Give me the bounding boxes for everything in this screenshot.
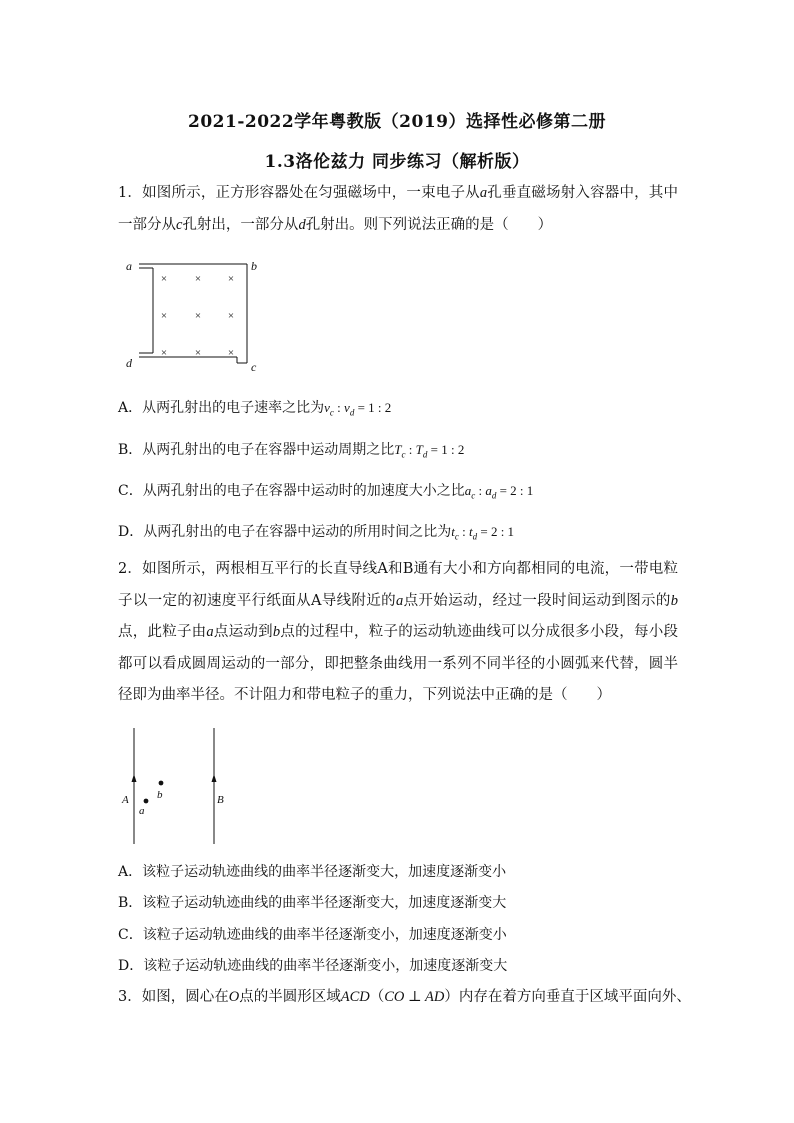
point-a (144, 799, 149, 804)
label-d: d (126, 356, 132, 370)
question-2-figure (118, 722, 238, 847)
field-cross: × (227, 273, 235, 285)
question-2-option-d[interactable]: D．该粒子运动轨迹曲线的曲率半径逐渐变小，加速度逐渐变大 (118, 958, 508, 974)
field-cross: × (194, 310, 202, 322)
label-wire-b: B (217, 794, 224, 806)
point-b (159, 781, 164, 786)
label-a: a (126, 259, 132, 273)
label-point-b: b (157, 789, 163, 801)
field-cross: × (227, 310, 235, 322)
question-1-stem: 1．如图所示，正方形容器处在匀强磁场中，一束电子从a孔垂直磁场射入容器中，其中一部分从c孔射出，一部分从d孔射出。则下列说法正确的是（ ） (118, 185, 678, 233)
question-2-stem: 2．如图所示，两根相互平行的长直导线A和B通有大小和方向都相同的电流，一带电粒子以一定的初速度平行纸面从A导线附近的a点开始运动，经过一段时间运动到图示的b点，此粒子由a点运动到b点的过程中，粒子的运动轨迹曲线可以分成很多小段，每小段都可以看成圆周运动的一部分，即把整条曲线用一系列不同半径的小圆弧来代替，圆半径即为曲率半径。不计阻力和带电粒子的重力，下列说法中正确的是（ ） (118, 561, 679, 703)
question-3-stem: 3．如图，圆心在O点的半圆形区域ACD（CO ⊥ AD）内存在着方向垂直于区域平面向外、 (118, 989, 691, 1005)
question-2-option-c[interactable]: C．该粒子运动轨迹曲线的曲率半径逐渐变小，加速度逐渐变小 (118, 927, 507, 943)
question-2-option-a[interactable]: A．该粒子运动轨迹曲线的曲率半径逐渐变大，加速度逐渐变小 (118, 864, 507, 880)
label-wire-a: A (122, 794, 129, 806)
label-b: b (251, 259, 257, 273)
question-2-option-b[interactable]: B．该粒子运动轨迹曲线的曲率半径逐渐变大，加速度逐渐变大 (118, 895, 507, 911)
question-1-option-b[interactable]: B．从两孔射出的电子在容器中运动周期之比$T_c$ : $T_d = 1$ : 2 (118, 442, 465, 460)
field-cross: × (194, 273, 202, 285)
field-cross: × (160, 273, 168, 285)
current-arrow-b (212, 774, 217, 782)
field-cross: × (194, 347, 202, 359)
document-title: 2021-2022学年粤教版（2019）选择性必修第二册 (188, 112, 606, 132)
question-1-option-d[interactable]: D．从两孔射出的电子在容器中运动的所用时间之比为$t_c$ : $t_d = 2$ : 1 (118, 524, 515, 542)
field-cross: × (160, 310, 168, 322)
question-1-figure (120, 256, 270, 376)
label-point-a: a (139, 805, 145, 817)
current-arrow-a (132, 774, 137, 782)
question-1-option-c[interactable]: C．从两孔射出的电子在容器中运动时的加速度大小之比$a_c$ : $a_d = 2$ : 1 (118, 483, 534, 501)
field-cross: × (227, 347, 235, 359)
label-c: c (251, 360, 257, 374)
document-subtitle: 1.3洛伦兹力 同步练习（解析版） (264, 152, 530, 172)
question-1-option-a[interactable]: A．从两孔射出的电子速率之比为$v_c$ : $v_d = 1$ : 2 (118, 400, 392, 418)
field-cross: × (160, 347, 168, 359)
